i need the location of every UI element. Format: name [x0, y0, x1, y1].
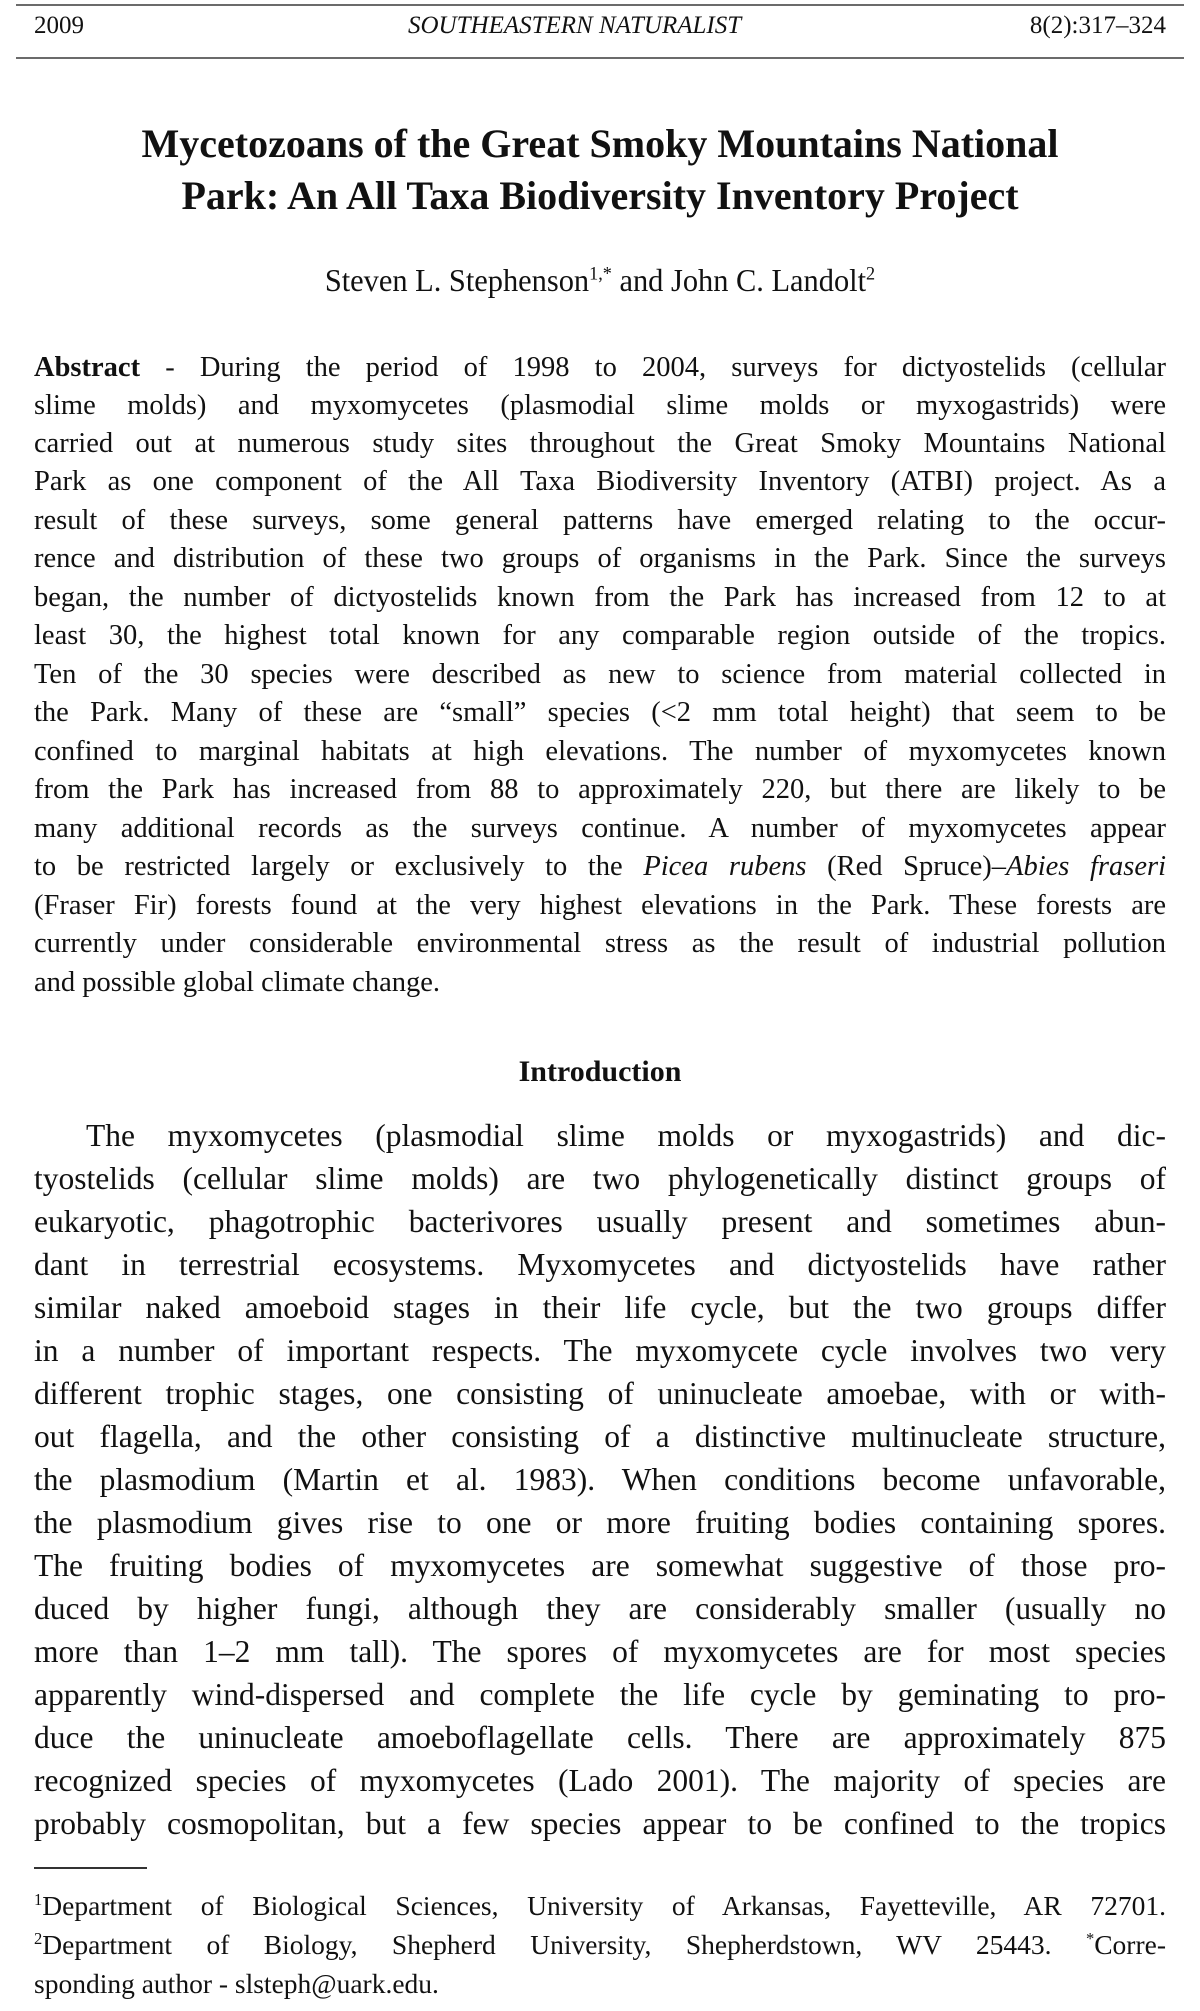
- intro-line: [34, 1290, 1166, 1326]
- abstract-line: [34, 928, 1166, 960]
- header-top-rule: [16, 4, 1184, 6]
- abstract-text: slime molds) and myxomycetes (plasmodial slime molds or myxogastrids) were: [34, 390, 1166, 421]
- intro-text: recognized species of myxomycetes (Lado 2001). The majority of species are: [34, 1763, 1166, 1798]
- author-1-affiliation-marks: 1,*: [589, 263, 612, 285]
- intro-text: eukaryotic, phagotrophic bacterivores usually present and sometimes abun-: [34, 1204, 1166, 1239]
- footnote-corresponding-author: [34, 1968, 1166, 2000]
- intro-line: [34, 1634, 1166, 1670]
- footnote-text: Corre-: [1094, 1929, 1166, 1960]
- abstract-text: and possible global climate change.: [34, 967, 440, 998]
- intro-text: The myxomycetes (plasmodial slime molds or myxogastrids) and dic-: [86, 1118, 1166, 1153]
- intro-line: [34, 1591, 1166, 1627]
- abstract-text: carried out at numerous study sites throughout the Great Smoky Mountains National: [34, 428, 1166, 459]
- intro-line: [34, 1376, 1166, 1412]
- intro-text: the plasmodium (Martin et al. 1983). When conditions become unfavorable,: [34, 1462, 1166, 1497]
- abstract-line: [34, 352, 1166, 384]
- abstract-line: [34, 428, 1166, 460]
- intro-text: probably cosmopolitan, but a few species appear to be confined to the tropics: [34, 1806, 1166, 1841]
- intro-text: in a number of important respects. The myxomycete cycle involves two very: [34, 1333, 1166, 1368]
- intro-line: [34, 1677, 1166, 1713]
- intro-line: [34, 1161, 1166, 1197]
- corresponding-author-mark: *: [1085, 1928, 1095, 1948]
- footnote-text: Department of Biological Sciences, University of Arkansas, Fayetteville, AR 72701.: [42, 1890, 1166, 1921]
- intro-text: more than 1–2 mm tall). The spores of myxomycetes are for most species: [34, 1634, 1166, 1669]
- intro-text: The fruiting bodies of myxomycetes are somewhat suggestive of those pro-: [34, 1548, 1166, 1583]
- footnote-affiliation-2: [34, 1929, 1166, 1961]
- abstract-line: [34, 967, 1166, 999]
- abstract-text: - During the period of 1998 to 2004, surveys for dictyostelids (cellular: [140, 352, 1166, 383]
- intro-text: duced by higher fungi, although they are considerably smaller (usually no: [34, 1591, 1166, 1626]
- author-2-affiliation-marks: 2: [866, 263, 876, 285]
- intro-line: [34, 1763, 1166, 1799]
- running-header-volume-pages: 8(2):317–324: [1029, 12, 1166, 39]
- abstract-text: result of these surveys, some general patterns have emerged relating to the occur-: [34, 505, 1166, 536]
- running-header-journal: SOUTHEASTERN NATURALIST: [408, 12, 742, 39]
- header-bottom-rule: [16, 57, 1184, 59]
- intro-text: out flagella, and the other consisting of a distinctive multinucleate structure,: [34, 1419, 1166, 1454]
- intro-line: [34, 1419, 1166, 1455]
- abstract-line: [34, 505, 1166, 537]
- abstract-text: to be restricted largely or exclusively to the: [34, 851, 644, 882]
- abstract-line: [34, 697, 1166, 729]
- author-conjunction: and: [611, 262, 671, 298]
- intro-line: [34, 1462, 1166, 1498]
- abstract-text: (Red Spruce)–: [806, 851, 1007, 882]
- abstract-text: currently under considerable environmental stress as the result of industrial pollution: [34, 928, 1166, 959]
- intro-text: similar naked amoeboid stages in their life cycle, but the two groups differ: [34, 1290, 1166, 1325]
- abstract-line: [34, 466, 1166, 498]
- author-line: [30, 262, 1170, 299]
- intro-line: [86, 1118, 1166, 1154]
- intro-line: [34, 1548, 1166, 1584]
- intro-line: [34, 1204, 1166, 1240]
- intro-text: tyostelids (cellular slime molds) are two phylogenetically distinct groups of: [34, 1161, 1166, 1196]
- footnote-separator: [34, 1867, 147, 1869]
- abstract-text: began, the number of dictyostelids known from the Park has increased from 12 to at: [34, 582, 1166, 613]
- footnote-mark-2: 2: [34, 1928, 43, 1948]
- abstract-text: rence and distribution of these two groups of organisms in the Park. Since the surveys: [34, 543, 1166, 574]
- abstract-text: Ten of the 30 species were described as new to science from material collected in: [34, 659, 1166, 690]
- intro-line: [34, 1247, 1166, 1283]
- abstract-text: the Park. Many of these are “small” species (<2 mm total height) that seem to be: [34, 697, 1166, 728]
- abstract-line: [34, 582, 1166, 614]
- section-heading-introduction: Introduction: [518, 1055, 682, 1088]
- abstract-line: [34, 659, 1166, 691]
- abstract-line: [34, 390, 1166, 422]
- abstract-line: [34, 851, 1166, 883]
- abstract-text: Park as one component of the All Taxa Biodiversity Inventory (ATBI) project. As a: [34, 466, 1166, 497]
- author-1-name: Steven L. Stephenson: [324, 262, 590, 298]
- species-name-picea-rubens: Picea rubens: [643, 851, 807, 882]
- abstract-text: least 30, the highest total known for any comparable region outside of the tropics.: [34, 620, 1166, 651]
- abstract-label: Abstract: [34, 352, 141, 383]
- footnote-mark-1: 1: [34, 1889, 43, 1909]
- intro-line: [34, 1333, 1166, 1369]
- article-title-line-2: Park: An All Taxa Biodiversity Inventory Project: [181, 173, 1019, 218]
- intro-line: [34, 1720, 1166, 1756]
- intro-text: the plasmodium gives rise to one or more fruiting bodies containing spores.: [34, 1505, 1166, 1540]
- abstract-line: [34, 736, 1166, 768]
- abstract-line: [34, 620, 1166, 652]
- intro-text: dant in terrestrial ecosystems. Myxomycetes and dictyostelids have rather: [34, 1247, 1166, 1282]
- abstract-text: from the Park has increased from 88 to approximately 220, but there are likely to be: [34, 774, 1166, 805]
- abstract-text: confined to marginal habitats at high elevations. The number of myxomycetes known: [34, 736, 1166, 767]
- intro-text: duce the uninucleate amoeboflagellate cells. There are approximately 875: [34, 1720, 1166, 1755]
- abstract-line: [34, 774, 1166, 806]
- abstract-text: (Fraser Fir) forests found at the very highest elevations in the Park. These forests are: [34, 890, 1166, 921]
- species-name-abies-fraseri: Abies fraseri: [1006, 851, 1166, 882]
- running-header-year: 2009: [34, 12, 84, 39]
- intro-line: [34, 1806, 1166, 1842]
- abstract-line: [34, 890, 1166, 922]
- article-title-line-1: Mycetozoans of the Great Smoky Mountains National: [141, 121, 1059, 166]
- intro-line: [34, 1505, 1166, 1541]
- author-2-name: John C. Landolt: [670, 262, 867, 298]
- abstract-line: [34, 813, 1166, 845]
- footnote-text: sponding author - slsteph@uark.edu.: [34, 1968, 439, 1999]
- footnote-text: Department of Biology, Shepherd University, Shepherdstown, WV 25443.: [42, 1929, 1086, 1960]
- footnote-affiliation-1: [34, 1890, 1166, 1922]
- abstract-line: [34, 543, 1166, 575]
- intro-text: apparently wind-dispersed and complete the life cycle by geminating to pro-: [34, 1677, 1166, 1712]
- intro-text: different trophic stages, one consisting of uninucleate amoebae, with or with-: [34, 1376, 1166, 1411]
- abstract-text: many additional records as the surveys continue. A number of myxomycetes appear: [34, 813, 1166, 844]
